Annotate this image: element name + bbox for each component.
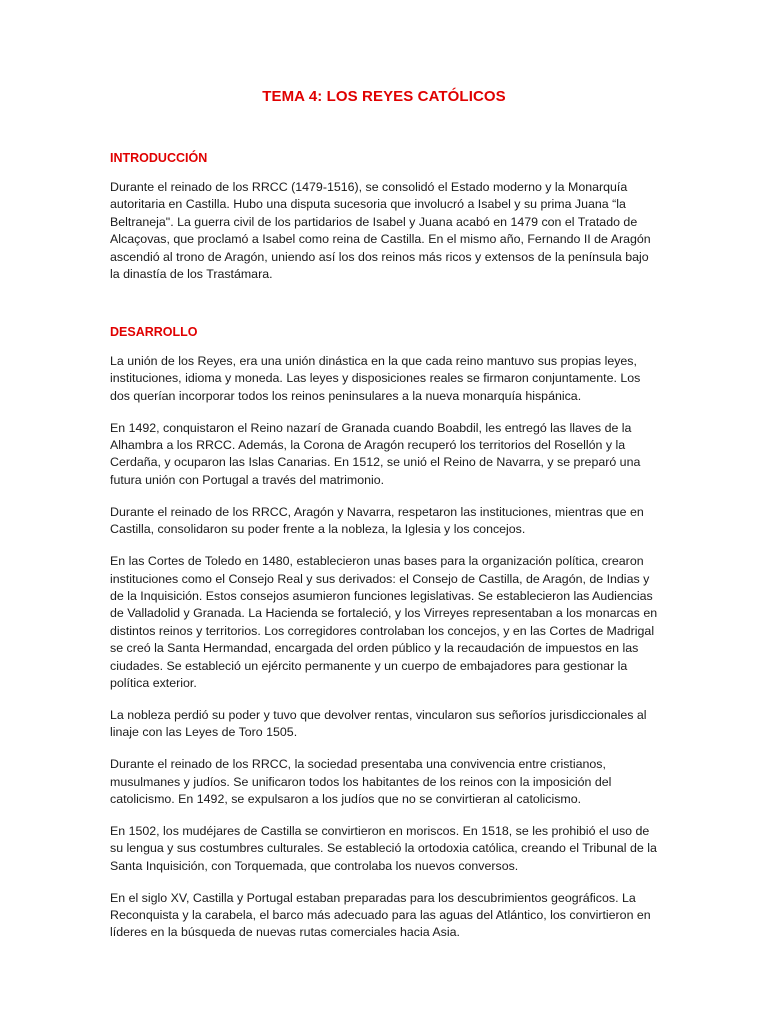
- paragraph: La nobleza perdió su poder y tuvo que devolver rentas, vincularon sus señoríos jurisdiccionales al linaje con las Leyes de Toro 1505.: [110, 707, 647, 740]
- paragraph: En las Cortes de Toledo en 1480, establecieron unas bases para la organización política, crearon instituciones como el Consejo Real y sus derivados: el Consejo de Castilla, de Aragón, de Indias y de la Inquisición. Estos consejos asumieron funciones legislativas. Se establecieron las Audiencias de Valladolid y Granada. La Hacienda se fortaleció, y los Virreyes representaban a los monarcas en distintos reinos y territorios. Los corregidores controlaban los concejos, y en las Cortes de Madrigal se creó la Santa Hermandad, encargada del orden público y la recaudación de impuestos en las ciudades. Se estableció un ejército permanente y un cuerpo de embajadores para gestionar la política exterior.: [110, 554, 658, 690]
- paragraph: Durante el reinado de los RRCC (1479-1516), se consolidó el Estado moderno y la Monarquía autoritaria en Castilla. Hubo una disputa sucesoria que involucró a Isabel y su prima Juana “la Beltraneja". La guerra civil de los partidarios de Isabel y Juana acabó en 1479 con el Tratado de Alcaçovas, que proclamó a Isabel como reina de Castilla. En el mismo año, Fernando II de Aragón ascendió al trono de Aragón, uniendo así los dos reinos más ricos y extensos de la península bajo la dinastía de los Trastámara.: [110, 180, 651, 282]
- section-heading: INTRODUCCIÓN: [110, 151, 208, 165]
- section-spacer: [110, 298, 660, 324]
- paragraph: Durante el reinado de los RRCC, Aragón y Navarra, respetaron las instituciones, mientras que en Castilla, consolidaron su poder frente a la nobleza, la Iglesia y los concejos.: [110, 504, 644, 537]
- section-desarrollo: [110, 324, 660, 942]
- paragraph: Durante el reinado de los RRCC, la sociedad presentaba una convivencia entre cristianos, musulmanes y judíos. Se unificaron todos los habitantes de los reinos con la imposición del catolicismo. En 1492, se expulsaron a los judíos que no se convirtieran al catolicismo.: [110, 757, 612, 806]
- document-title: TEMA 4: LOS REYES CATÓLICOS: [262, 88, 506, 105]
- paragraph: En 1492, conquistaron el Reino nazarí de Granada cuando Boabdil, les entregó las llaves de la Alhambra a los RRCC. Además, la Corona de Aragón recuperó los territorios del Rosellón y la Cerdaña, y ocuparon las Islas Canarias. En 1512, se unió el Reino de Navarra, y se preparó una futura unión con Portugal a través del matrimonio.: [110, 420, 641, 487]
- section-introduccion: [110, 150, 660, 283]
- paragraph: En el siglo XV, Castilla y Portugal estaban preparadas para los descubrimientos geográficos. La Reconquista y la carabela, el barco más adecuado para las aguas del Atlántico, los convirtieron en líderes en la búsqueda de nuevas rutas comerciales hacia Asia.: [110, 890, 651, 940]
- section-heading: DESARROLLO: [110, 324, 198, 339]
- document-body: [110, 150, 660, 956]
- paragraph: En 1502, los mudéjares de Castilla se convirtieron en moriscos. En 1518, se les prohibió el uso de su lengua y sus costumbres culturales. Se estableció la ortodoxia católica, creando el Tribunal de la Santa Inquisición, con Torquemada, que controlaba los nuevos conversos.: [110, 823, 657, 873]
- paragraph: La unión de los Reyes, era una unión dinástica en la que cada reino mantuvo sus propias leyes, instituciones, idioma y moneda. Las leyes y disposiciones reales se firmaron conjuntamente. Los dos querían incorporar todos los reinos peninsulares a la nueva monarquía hispánica.: [110, 353, 641, 403]
